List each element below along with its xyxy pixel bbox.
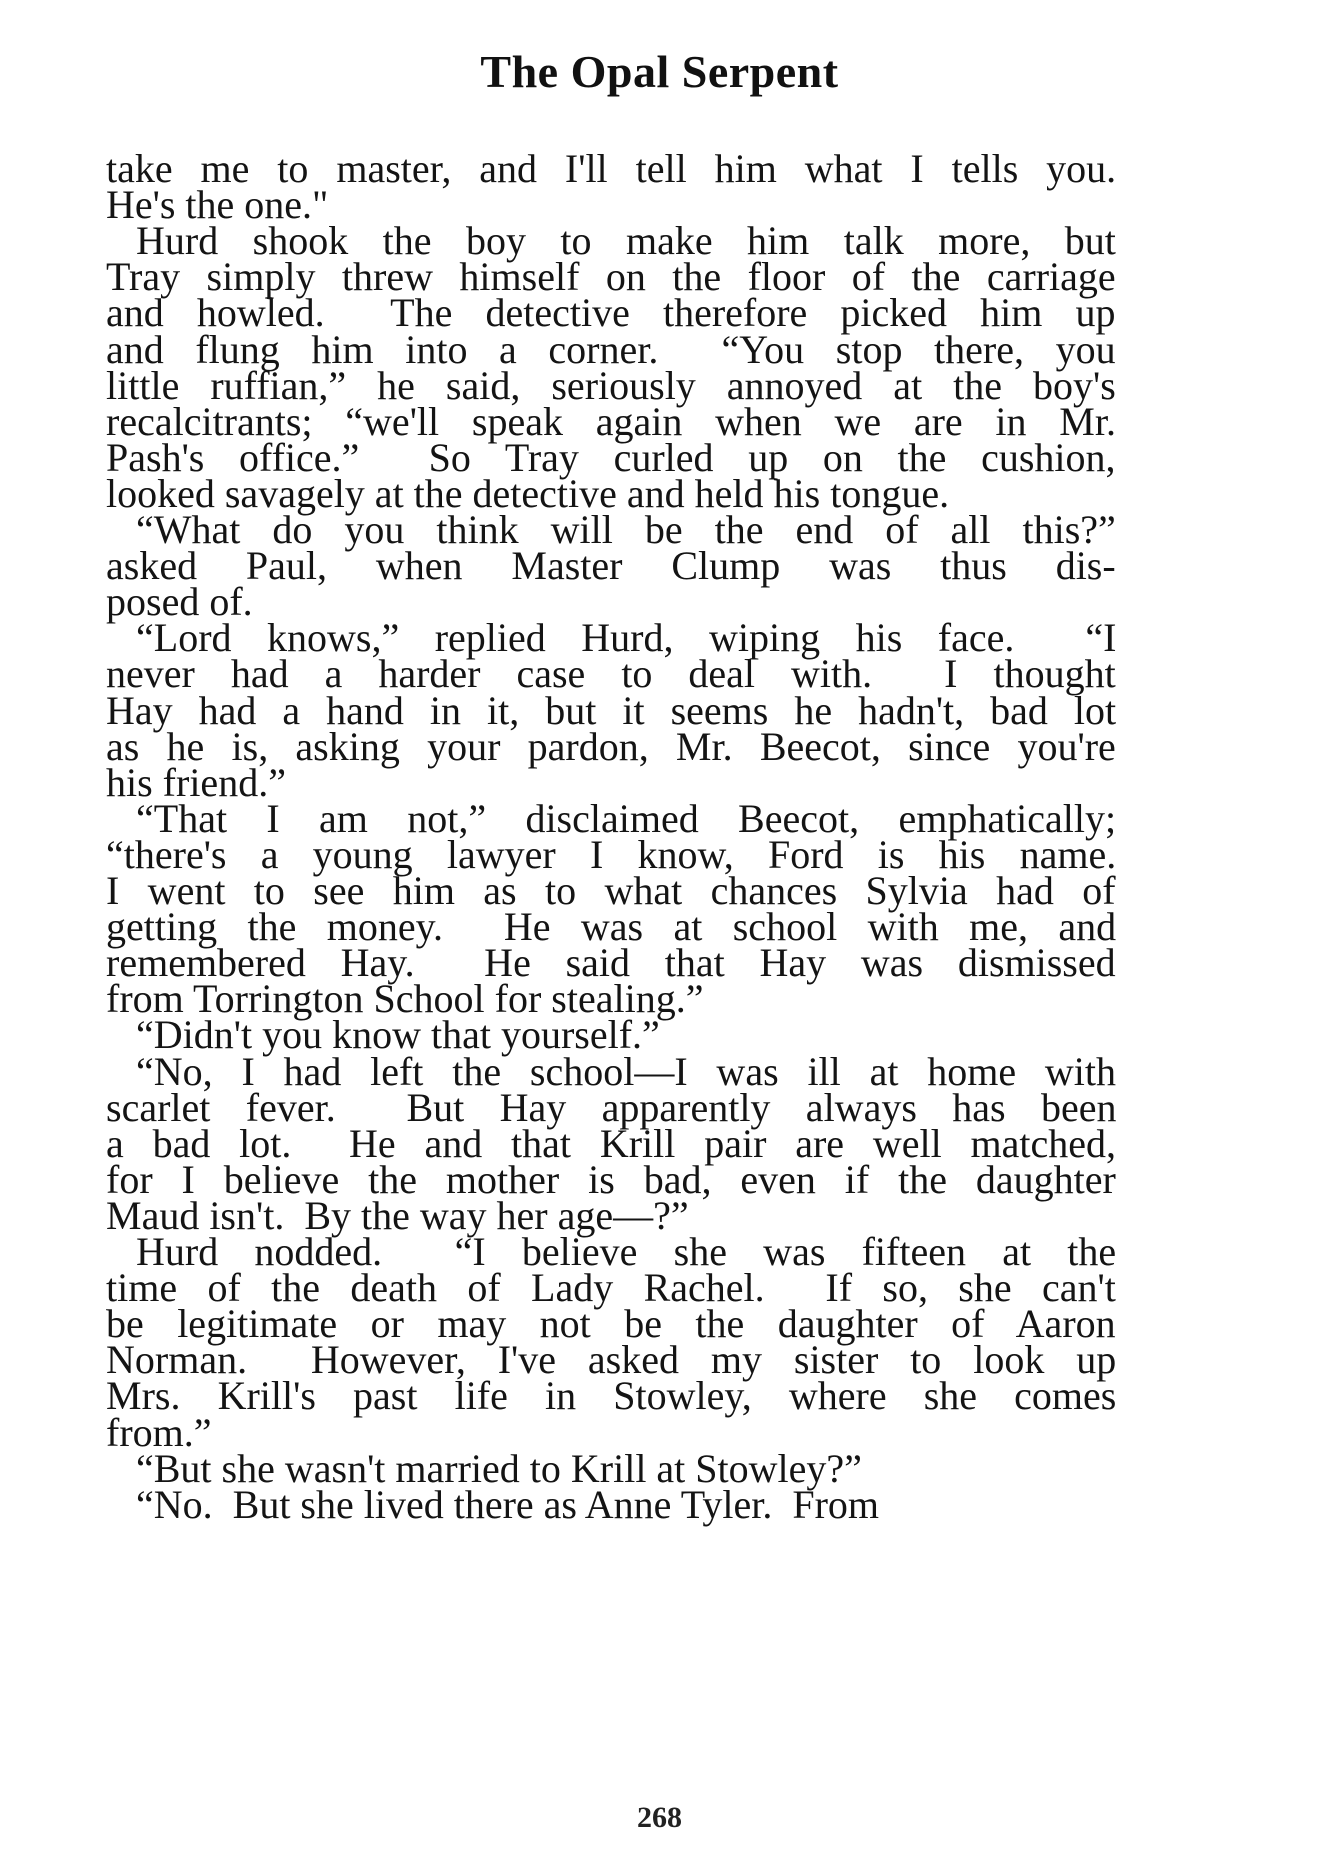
text-line: for I believe the mother is bad, even if the daughter	[106, 1156, 1116, 1202]
text-line: as he is, asking your pardon, Mr. Beecot, since you're	[106, 723, 1116, 769]
text-line: from.”	[106, 1409, 212, 1455]
text-line: Maud isn't. By the way her age—?”	[106, 1192, 689, 1238]
text-line: Tray simply threw himself on the floor of the carriage	[106, 254, 1116, 300]
text-line: looked savagely at the detective and held his tongue.	[106, 470, 950, 516]
text-line: Hurd shook the boy to make him talk more, but	[136, 218, 1116, 264]
text-line: “That I am not,” disclaimed Beecot, emphatically;	[136, 795, 1117, 841]
text-line: “Lord knows,” replied Hurd, wiping his face. “I	[136, 615, 1117, 661]
text-line: scarlet fever. But Hay apparently always has been	[106, 1084, 1117, 1130]
text-line: Hurd nodded. “I believe she was fifteen at the	[136, 1229, 1117, 1274]
text-line: He's the one."	[106, 182, 329, 228]
text-line: be legitimate or may not be the daughter of Aaron	[106, 1301, 1116, 1347]
text-line: “But she wasn't married to Krill at Stowley?”	[136, 1445, 862, 1491]
text-line: remembered Hay. He said that Hay was dismissed	[106, 940, 1116, 986]
text-line: Hay had a hand in it, but it seems he hadn't, bad lot	[106, 687, 1117, 733]
text-line: Mrs. Krill's past life in Stowley, where she comes	[106, 1373, 1117, 1419]
running-head: The Opal Serpent	[480, 46, 839, 97]
text-line: his friend.”	[106, 759, 286, 805]
text-line: “No, I had left the school—I was ill at home with	[136, 1048, 1117, 1094]
text-line: take me to master, and I'll tell him what I tells you.	[106, 146, 1117, 191]
text-line: from Torrington School for stealing.”	[106, 976, 704, 1022]
text-line: “there's a young lawyer I know, Ford is his name.	[106, 831, 1117, 877]
text-line: little ruffian,” he said, seriously annoyed at the boy's	[106, 362, 1116, 408]
text-line: “What do you think will be the end of all this?”	[136, 507, 1116, 552]
text-line: asked Paul, when Master Clump was thus dis-	[106, 543, 1116, 589]
text-line: getting the money. He was at school with me, and	[106, 904, 1117, 950]
text-line: Norman. However, I've asked my sister to look up	[106, 1337, 1117, 1383]
text-line: recalcitrants; “we'll speak again when we are in Mr.	[106, 398, 1116, 444]
text-line: “Didn't you know that yourself.”	[136, 1012, 660, 1058]
text-line: and flung him into a corner. “You stop there, you	[106, 326, 1116, 372]
text-line: posed of.	[106, 579, 253, 625]
text-line: never had a harder case to deal with. I thought	[106, 651, 1116, 697]
text-line: “No. But she lived there as Anne Tyler. From	[136, 1481, 880, 1527]
text-line: Pash's office.” So Tray curled up on the cushion,	[106, 434, 1116, 480]
text-line: and howled. The detective therefore picked him up	[106, 290, 1116, 336]
text-line: time of the death of Lady Rachel. If so, she can't	[106, 1265, 1116, 1311]
text-line: I went to see him as to what chances Sylvia had of	[106, 868, 1116, 913]
text-line: a bad lot. He and that Krill pair are well matched,	[106, 1120, 1117, 1166]
page-number: 268	[637, 1801, 682, 1834]
